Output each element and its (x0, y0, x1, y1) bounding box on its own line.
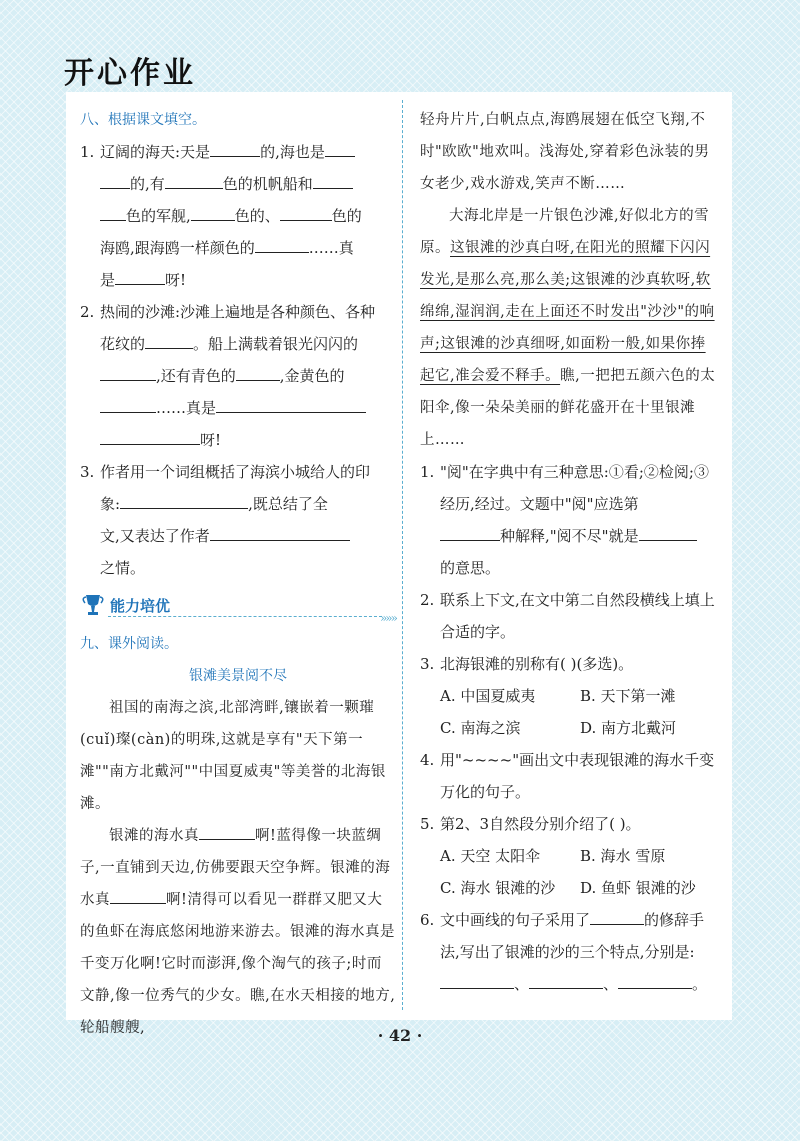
question-3-options-row-1 (420, 680, 720, 712)
text: 色的机帆船和 (222, 175, 313, 193)
option-d[interactable]: D. 鱼虾 银滩的沙 (580, 879, 696, 897)
text: 。 (692, 975, 708, 993)
text: 色的、 (234, 207, 280, 225)
blank[interactable] (639, 522, 697, 541)
option-d[interactable]: D. 南方北戴河 (580, 719, 677, 737)
page-title: 开心作业 (64, 56, 196, 91)
blank[interactable] (145, 330, 193, 349)
question-number: 6. (420, 911, 435, 929)
blank[interactable] (120, 490, 248, 509)
question-5-options-row-1 (420, 840, 720, 872)
question-number: 2. (80, 303, 95, 321)
question-number: 1. (80, 143, 95, 161)
text: 联系上下文,在文中第二自然段横线上填上合适的字。 (440, 591, 715, 641)
text: 文中画线的句子采用了 (440, 911, 591, 929)
ability-banner (80, 590, 396, 624)
section8-heading: 八、根据课文填空。 (80, 112, 206, 128)
text: "画出文中表现银滩的海水千变万化的句子。 (440, 751, 715, 801)
text: 色的 (331, 207, 362, 225)
text: 呀! (200, 431, 222, 449)
text: ……真是 (156, 399, 217, 417)
passage-title: 银滩美景阅不尽 (189, 668, 287, 684)
text: 银滩的海水真 (109, 828, 199, 844)
section9-heading: 九、课外阅读。 (80, 636, 178, 652)
text: 。船上满载着银光闪闪的 (193, 335, 359, 353)
option-a[interactable]: A. 天空 太阳伞 (440, 847, 541, 865)
blank[interactable] (255, 234, 309, 253)
blank[interactable] (199, 821, 255, 840)
right-column (420, 104, 720, 1000)
question-4 (420, 744, 720, 808)
text: 是 (100, 271, 116, 289)
text: 大海北岸是一片银色沙滩,好似北方的雪原。 (420, 208, 710, 256)
trophy-icon (80, 592, 106, 618)
question-number: 1. (420, 463, 435, 481)
text: 北海银滩的别称有( )(多选)。 (440, 655, 634, 673)
text: ,还有青色的 (156, 367, 236, 385)
text: 的,有 (130, 175, 165, 193)
passage-paragraph-1: 祖国的南海之滨,北部湾畔,镶嵌着一颗璀(cuǐ)璨(càn)的明珠,这就是享有"天下第一滩""南方北戴河""中国夏威夷"等美誉的北海银滩。 (80, 700, 386, 812)
text: 辽阔的海天:天是 (100, 143, 211, 161)
blank[interactable] (191, 202, 235, 221)
s8-question-2 (80, 296, 396, 456)
question-1 (420, 456, 720, 584)
passage-paragraph-3 (420, 200, 720, 456)
text: ……真 (308, 239, 354, 257)
text: 种解释,"阅不尽"就是 (500, 527, 639, 545)
column-divider (402, 100, 403, 1010)
text: "阅"在字典中有三种意思:①看;②检阅;③经历,经过。文题中"阅"应选第 (440, 463, 709, 513)
blank[interactable] (100, 426, 200, 445)
blank[interactable] (280, 202, 332, 221)
banner-arrows: »»» (379, 611, 396, 625)
blank[interactable] (100, 362, 156, 381)
text: 瞧,一把把五颜六色的太阳伞,像一朵朵美丽的鲜花盛开在十里银滩上…… (420, 368, 716, 448)
text: 海鸥,跟海鸥一样颜色的 (100, 239, 255, 257)
text: ,既总结了全 (248, 495, 328, 513)
blank[interactable] (325, 138, 355, 157)
option-b[interactable]: B. 海水 雪原 (580, 847, 666, 865)
text: 的修辞手法,写出了银滩的沙的三个特点,分别是: (440, 911, 705, 961)
text: 的意思。 (440, 559, 501, 577)
separator: 、 (603, 975, 619, 993)
left-column (80, 104, 396, 1044)
text: 第2、3自然段分别介绍了( )。 (440, 815, 641, 833)
text: 文,又表达了作者 (100, 527, 210, 545)
text: 之情。 (100, 559, 146, 577)
passage-paragraph-2 (80, 820, 396, 1044)
blank[interactable] (618, 970, 692, 989)
question-5-options-row-2 (420, 872, 720, 904)
blank[interactable] (165, 170, 223, 189)
blank[interactable] (590, 906, 644, 925)
question-number: 3. (420, 655, 435, 673)
question-5 (420, 808, 720, 840)
question-number: 4. (420, 751, 435, 769)
blank[interactable] (440, 970, 514, 989)
text: 花纹的 (100, 335, 146, 353)
question-number: 2. (420, 591, 435, 609)
blank[interactable] (100, 202, 126, 221)
underlined-sentence: 这银滩的沙真白呀,在阳光的照耀下闪闪发光,是那么亮,那么美;这银滩的沙真软呀,软绵绵,湿润润,走在上面还不时发出"沙沙"的响声;这银滩的沙真细呀,如面粉一般,如果你捧起它,准会爱不释手。 (420, 240, 715, 384)
blank[interactable] (100, 170, 130, 189)
question-number: 5. (420, 815, 435, 833)
text: 热闹的沙滩:沙滩上遍地是各种颜色、各种 (100, 303, 376, 321)
page-number: · 42 · (377, 1026, 423, 1045)
blank[interactable] (100, 394, 156, 413)
text: ,金黄色的 (279, 367, 345, 385)
text: 象: (100, 495, 121, 513)
question-2 (420, 584, 720, 648)
blank[interactable] (236, 362, 280, 381)
blank[interactable] (216, 394, 366, 413)
option-c[interactable]: C. 海水 银滩的沙 (440, 879, 556, 897)
question-6 (420, 904, 720, 1000)
blank[interactable] (529, 970, 603, 989)
option-a[interactable]: A. 中国夏威夷 (440, 687, 536, 705)
text: 啊!清得可以看见一群群又肥又大的鱼虾在海底悠闲地游来游去。银滩的海水真是千变万化啊!它时而澎湃,像个淘气的孩子;时而文静,像一位秀气的少女。瞧,在水天相接的地方,轮船艘艘, (80, 892, 396, 1036)
question-3 (420, 648, 720, 680)
question-3-options-row-2 (420, 712, 720, 744)
s8-question-1 (80, 136, 396, 296)
question-number: 3. (80, 463, 95, 481)
text: 啊!蓝得像一块蓝绸子,一直铺到天边,仿佛要跟天空争辉。银滩的海水真 (80, 828, 391, 908)
blank[interactable] (210, 522, 350, 541)
wavy-line-mark: ~~~~ (461, 751, 513, 769)
text: 色的军舰, (126, 207, 191, 225)
blank[interactable] (313, 170, 353, 189)
ability-label: 能力培优 (110, 597, 171, 615)
option-b[interactable]: B. 天下第一滩 (580, 687, 676, 705)
text: 作者用一个词组概括了海滨小城给人的印 (100, 463, 371, 481)
blank[interactable] (440, 522, 500, 541)
text: 呀! (165, 271, 187, 289)
separator: 、 (514, 975, 530, 993)
banner-dashed-line (108, 616, 382, 617)
text: 的,海也是 (260, 143, 325, 161)
blank[interactable] (210, 138, 260, 157)
blank[interactable] (110, 885, 166, 904)
text: 用" (440, 751, 462, 769)
blank[interactable] (115, 266, 165, 285)
passage-paragraph-2-continued: 轻舟片片,白帆点点,海鸥展翅在低空飞翔,不时"欧欧"地欢叫。浅海处,穿着彩色泳装的男女老少,戏水游戏,笑声不断…… (420, 112, 710, 192)
s8-question-3 (80, 456, 396, 584)
option-c[interactable]: C. 南海之滨 (440, 719, 521, 737)
